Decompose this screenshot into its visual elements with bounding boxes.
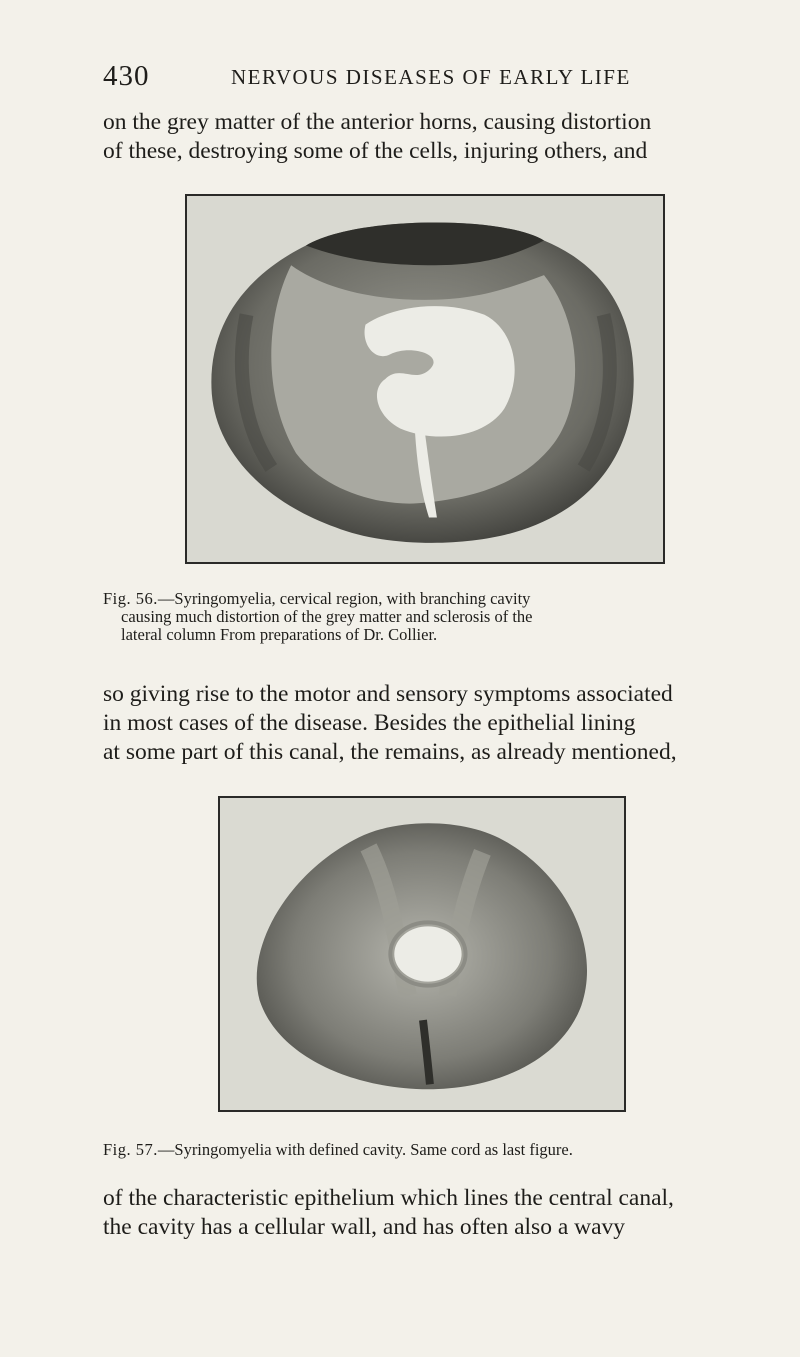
figure-56-image <box>185 194 665 564</box>
spinal-cord-section-defined-cavity <box>220 798 624 1110</box>
spinal-cord-section-branching-cavity <box>187 196 663 562</box>
paragraph-bottom <box>103 1184 763 1242</box>
text-line: in most cases of the disease. Besides the epithelial lining <box>103 710 636 736</box>
caption-line: —Syringomyelia, cervical region, with branching cavity <box>157 589 531 608</box>
figure-57-caption <box>103 1141 573 1159</box>
text-line: so giving rise to the motor and sensory symptoms associated <box>103 681 673 707</box>
text-line: the cavity has a cellular wall, and has often also a wavy <box>103 1214 626 1240</box>
text-line: of the characteristic epithelium which lines the central canal, <box>103 1185 674 1211</box>
page-number: 430 <box>103 60 150 92</box>
caption-line: —Syringomyelia with defined cavity. Same cord as last figure. <box>157 1140 573 1159</box>
caption-line: lateral column From preparations of Dr. Collier. <box>121 625 438 644</box>
running-head-title: NERVOUS DISEASES OF EARLY LIFE <box>231 65 631 89</box>
figure-56-caption <box>103 590 532 644</box>
caption-line: causing much distortion of the grey matter and sclerosis of the <box>121 607 533 626</box>
text-line: at some part of this canal, the remains, as already mentioned, <box>103 739 677 765</box>
running-head <box>103 58 753 94</box>
text-line: of these, destroying some of the cells, injuring others, and <box>103 138 648 164</box>
paragraph-middle <box>103 680 763 767</box>
figure-57-label: Fig. 57. <box>103 1140 158 1159</box>
figure-57-image <box>218 796 626 1112</box>
text-line: on the grey matter of the anterior horns, causing distortion <box>103 109 652 135</box>
paragraph-top <box>103 108 763 166</box>
figure-56-label: Fig. 56. <box>103 589 158 608</box>
